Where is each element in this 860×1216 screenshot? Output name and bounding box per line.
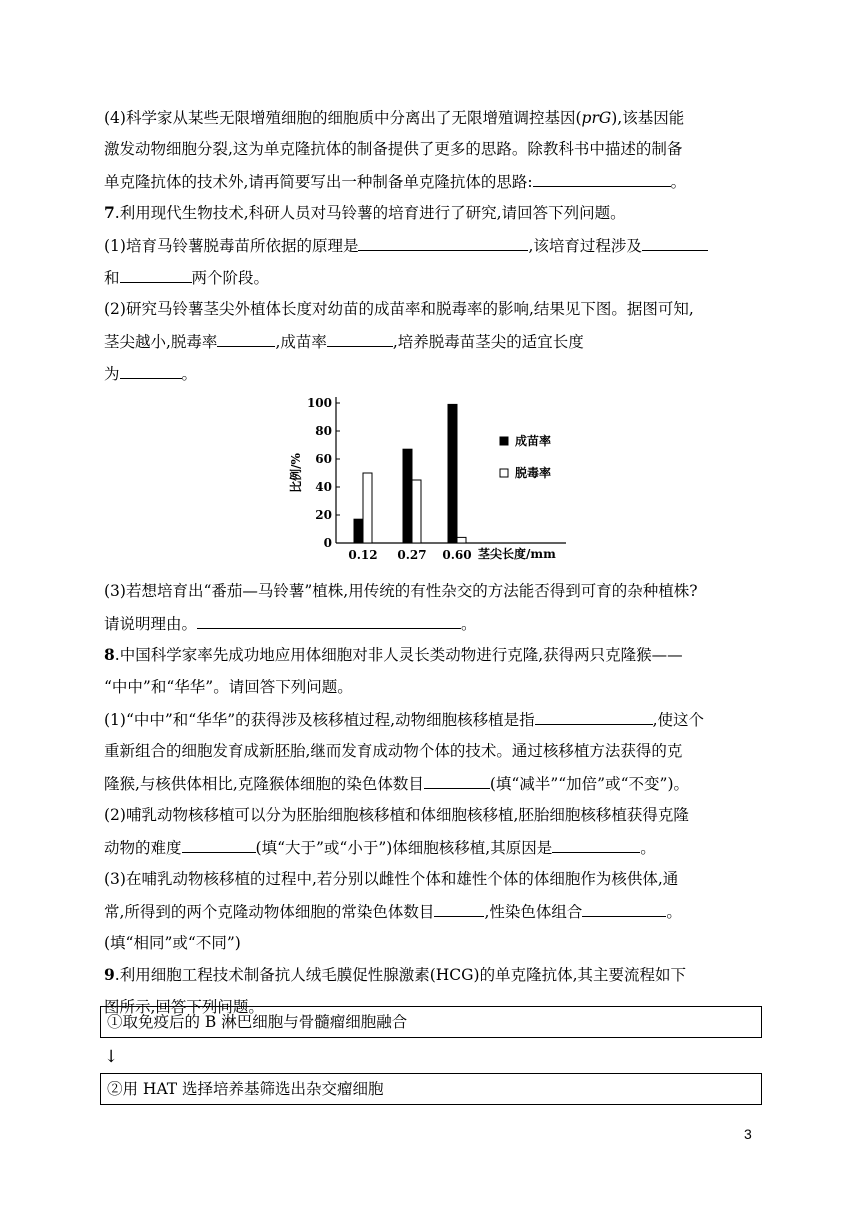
flow-step-2: ②用 HAT 选择培养基筛选出杂交瘤细胞 bbox=[100, 1073, 762, 1105]
y-axis-label: 比例/% bbox=[289, 453, 303, 493]
q9-stem-line1: 9.利用细胞工程技术制备抗人绒毛膜促性腺激素(HCG)的单克隆抗体,其主要流程如下 bbox=[104, 965, 687, 984]
x-axis-label: 茎尖长度/mm bbox=[478, 547, 556, 561]
bar-virusfree-0 bbox=[363, 473, 372, 543]
legend-label: 成苗率 bbox=[515, 434, 552, 448]
answer-blank[interactable] bbox=[434, 900, 484, 917]
q7-part1-line1: (1)培育马铃薯脱毒苗所依据的原理是 ,该培育过程涉及 bbox=[104, 234, 708, 257]
q8-part1-line2: 重新组合的细胞发育成新胚胎,继而发育成动物个体的技术。通过核移植方法获得的克 bbox=[104, 742, 683, 760]
q8-stem-line1: 8.中国科学家率先成功地应用体细胞对非人灵长类动物进行克隆,获得两只克隆猴—— bbox=[104, 645, 683, 664]
answer-blank[interactable] bbox=[217, 330, 275, 347]
q7-part3-line2: 请说明理由。 。 bbox=[104, 612, 477, 635]
q8-part1-line3: 隆猴,与核供体相比,克隆猴体细胞的染色体数目 (填“减半”“加倍”或“不变”)。 bbox=[104, 772, 689, 795]
q7-part3-line1: (3)若想培育出“番茄—马铃薯”植株,用传统的有性杂交的方法能否得到可育的杂种植株? bbox=[104, 582, 698, 600]
legend-swatch bbox=[500, 437, 508, 445]
q8-part2-line1: (2)哺乳动物核移植可以分为胚胎细胞核移植和体细胞核移植,胚胎细胞核移植获得克隆 bbox=[104, 806, 689, 824]
legend-label: 脱毒率 bbox=[515, 466, 552, 480]
q8-part3-note: (填“相同”或“不同”) bbox=[104, 934, 241, 952]
answer-blank[interactable] bbox=[358, 234, 528, 251]
x-tick-label: 0.12 bbox=[348, 548, 378, 562]
q7-part1-line2: 和 两个阶段。 bbox=[104, 266, 269, 289]
bar-seedling-0 bbox=[354, 519, 363, 543]
y-tick-label: 60 bbox=[315, 452, 332, 466]
q7-stem: 7.利用现代生物技术,科研人员对马铃薯的培育进行了研究,请回答下列问题。 bbox=[104, 203, 626, 222]
q8-part3-line2: 常,所得到的两个克隆动物体细胞的常染色体数目 ,性染色体组合 。 bbox=[104, 900, 682, 923]
answer-blank[interactable] bbox=[533, 170, 671, 187]
y-tick-label: 0 bbox=[323, 536, 332, 550]
flow-arrow-icon: ↓ bbox=[104, 1047, 119, 1067]
bar-chart bbox=[270, 388, 590, 568]
question-number: 8 bbox=[104, 645, 115, 664]
answer-blank[interactable] bbox=[582, 900, 666, 917]
x-tick-label: 0.60 bbox=[442, 548, 472, 562]
answer-blank[interactable] bbox=[642, 234, 708, 251]
answer-blank[interactable] bbox=[424, 772, 490, 789]
answer-blank[interactable] bbox=[120, 266, 192, 283]
answer-blank[interactable] bbox=[535, 708, 653, 725]
q9-stem-line2: 图所示,回答下列问题。 bbox=[104, 998, 264, 1016]
question-number: 9 bbox=[104, 965, 115, 984]
q7-part2-line2: 茎尖越小,脱毒率 ,成苗率 ,培养脱毒苗茎尖的适宜长度 bbox=[104, 330, 584, 353]
q7-part2-line1: (2)研究马铃薯茎尖外植体长度对幼苗的成苗率和脱毒率的影响,结果见下图。据图可知, bbox=[104, 300, 694, 318]
q6-part4-line2: 激发动物细胞分裂,这为单克隆抗体的制备提供了更多的思路。除教科书中描述的制备 bbox=[104, 140, 683, 158]
gene-name: prG bbox=[581, 109, 612, 127]
legend-swatch bbox=[500, 469, 508, 477]
answer-blank[interactable] bbox=[552, 836, 640, 853]
question-number: 7 bbox=[104, 203, 115, 222]
q6-part4-line3: 单克隆抗体的技术外,请再简要写出一种制备单克隆抗体的思路: 。 bbox=[104, 170, 686, 193]
q8-stem-line2: “中中”和“华华”。请回答下列问题。 bbox=[104, 678, 353, 696]
q7-part2-line3: 为 。 bbox=[104, 362, 197, 385]
answer-blank[interactable] bbox=[197, 612, 461, 629]
bar-seedling-1 bbox=[403, 449, 412, 543]
bar-virusfree-1 bbox=[412, 480, 421, 543]
x-tick-label: 0.27 bbox=[397, 548, 427, 562]
flow-step-1: ①取免疫后的 B 淋巴细胞与骨髓瘤细胞融合 bbox=[100, 1006, 762, 1038]
q8-part3-line1: (3)在哺乳动物核移植的过程中,若分别以雌性个体和雄性个体的体细胞作为核供体,通 bbox=[104, 870, 679, 888]
q8-part2-line2: 动物的难度 (填“大于”或“小于”)体细胞核移植,其原因是 。 bbox=[104, 836, 656, 859]
q8-part1-line1: (1)“中中”和“华华”的获得涉及核移植过程,动物细胞核移植是指 ,使这个 bbox=[104, 708, 704, 731]
y-tick-label: 80 bbox=[315, 424, 332, 438]
q6-part4-line1: (4)科学家从某些无限增殖细胞的细胞质中分离出了无限增殖调控基因(prG),该基因能 bbox=[104, 109, 685, 127]
y-tick-label: 20 bbox=[315, 508, 332, 522]
y-tick-label: 40 bbox=[315, 480, 332, 494]
answer-blank[interactable] bbox=[327, 330, 393, 347]
bar-seedling-2 bbox=[448, 404, 457, 543]
answer-blank[interactable] bbox=[182, 836, 256, 853]
answer-blank[interactable] bbox=[120, 362, 182, 379]
y-tick-label: 100 bbox=[306, 396, 332, 410]
page-number: 3 bbox=[744, 1126, 752, 1142]
bar-virusfree-2 bbox=[457, 537, 466, 543]
